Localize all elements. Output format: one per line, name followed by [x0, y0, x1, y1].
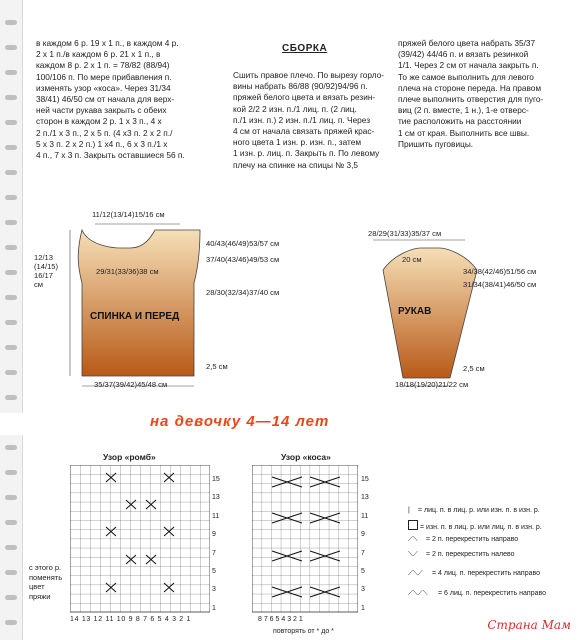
band-title: на девочку 4—14 лет	[150, 413, 330, 430]
spiral-binding	[0, 0, 23, 640]
legend-row-3: ⟋⟍ = 2 п. перекрестить направо	[408, 536, 519, 543]
section-title: СБОРКА	[282, 43, 328, 54]
dim-inner: 29/31(33/36)38 см	[96, 267, 159, 276]
right-col-axis: 8 7 6 5 4 3 2 1	[258, 616, 303, 623]
chart-right-grid	[252, 465, 358, 613]
text-column-3: пряжей белого цвета набрать 35/37 (39/42) 44/46 п. и вязать резинкой 1/1. Через 2 см от начала закрыть п. То же самое выполнить для левого плеча на стороне переда. На правом плече выполнить отверстия для пуго- виц (2 п. вместе, 1 н.), 1-е отверс- тие расположить на расстоянии 1 см от края. Выполнить все швы. Пришить пуговицы.	[398, 38, 544, 149]
chart-right-title: Узор «коса»	[281, 452, 331, 462]
text-column-2: Сшить правое плечо. По вырезу горло- вины набрать 86/88 (90/92)94/96 п. пряжей белого цвета и вязать резин- кой 2/2 2 изн. п./1 лиц. п. (2 лиц. п./1 изн. п.) 2 изн. п./1 лиц. п. Через 4 см от начала связать пряжей крас- ного цвета 1 изн. р. изн. п., затем 1 изн. р. лиц. п. Закрыть п. По левому плечу на спинке на спицы № 3,5	[233, 70, 385, 170]
sleeve-label: РУКАВ	[398, 306, 432, 317]
right-repeat-note: повторять от * до *	[273, 628, 334, 635]
dim-r1: 40/43(46/49)53/57 см	[206, 239, 280, 248]
dim-r2: 37/40(43/46)49/53 см	[206, 255, 280, 264]
left-row-labels: 15 13 11 9 7 5 3 1	[212, 476, 220, 612]
dim-s2: 31/34(38/41)46/50 см	[463, 280, 537, 289]
text-column-1: в каждом 6 р. 19 х 1 п., в каждом 4 р. 2 х 1 п./в каждом 6 р. 21 х 1 п., в каждом 8 р. 2 х 1 п. = 78/82 (88/94) 100/106 п. По мере прибавления п. изменять узор «коса». Через 31/34 38/41) 46/50 см от начала для верх- ней части рукава закрыть с обеих сторон в каждом 2 р. 1 х 3 п., 4 х 2 п./1 х 3 п., 2 х 5 п. (4 х3 п. 2 х 2 п./ 5 х 3 п. 2 х 2 п.) 1 х4 п., 6 х 3 п./1 х 4 п., 7 х 3 п. Закрыть оставшиеся 56 п.	[36, 38, 185, 161]
legend-row-4: ⟍⟋ = 2 п. перекрестить налево	[408, 551, 515, 558]
right-row-labels: 15 13 11 9 7 5 3 1	[361, 476, 369, 612]
dim-r4: 2,5 см	[206, 362, 228, 371]
chart-left-title: Узор «ромб»	[103, 452, 156, 462]
dim-r3: 28/30(32/34)37/40 см	[206, 288, 280, 297]
dim-neck: 11/12(13/14)15/16 см	[92, 210, 165, 219]
dim-left: 12/13 (14/15) 16/17 см	[34, 253, 59, 289]
dim-s1: 34/38(42/46)51/56 см	[463, 267, 537, 276]
dim-sleeve-top: 28/29(31/33)35/37 см	[368, 229, 442, 238]
dim-bottom: 35/37(39/42)45/48 см	[94, 380, 168, 389]
legend-row-2: = изн. п. в лиц. р. или лиц. п. в изн. р.	[408, 520, 542, 531]
legend-row-5: ⟋⟍⟋ = 4 лиц. п. перекрестить направо	[408, 570, 541, 577]
site-logo: Страна Мам	[487, 618, 571, 632]
dim-sleeve-bottom: 18/18(19/20)21/22 см	[395, 380, 469, 389]
body-label: СПИНКА И ПЕРЕД	[90, 311, 180, 322]
side-note: с этого р. поменять цвет пряжи	[29, 563, 63, 601]
chart-left-grid	[70, 465, 210, 613]
body-shape	[78, 230, 200, 376]
left-col-axis: 14 13 12 11 10 9 8 7 6 5 4 3 2 1	[70, 616, 192, 623]
dim-s3: 2,5 см	[463, 364, 485, 373]
legend-row-6: ⟋⟍⟋⟍ = 6 лиц. п. перекрестить направо	[408, 590, 547, 597]
dim-sleeve-inner: 20 см	[402, 255, 422, 264]
garment-schematics	[30, 208, 577, 413]
legend-row-1: | = лиц. п. в лиц. р. или изн. п. в изн. р.	[408, 507, 540, 514]
